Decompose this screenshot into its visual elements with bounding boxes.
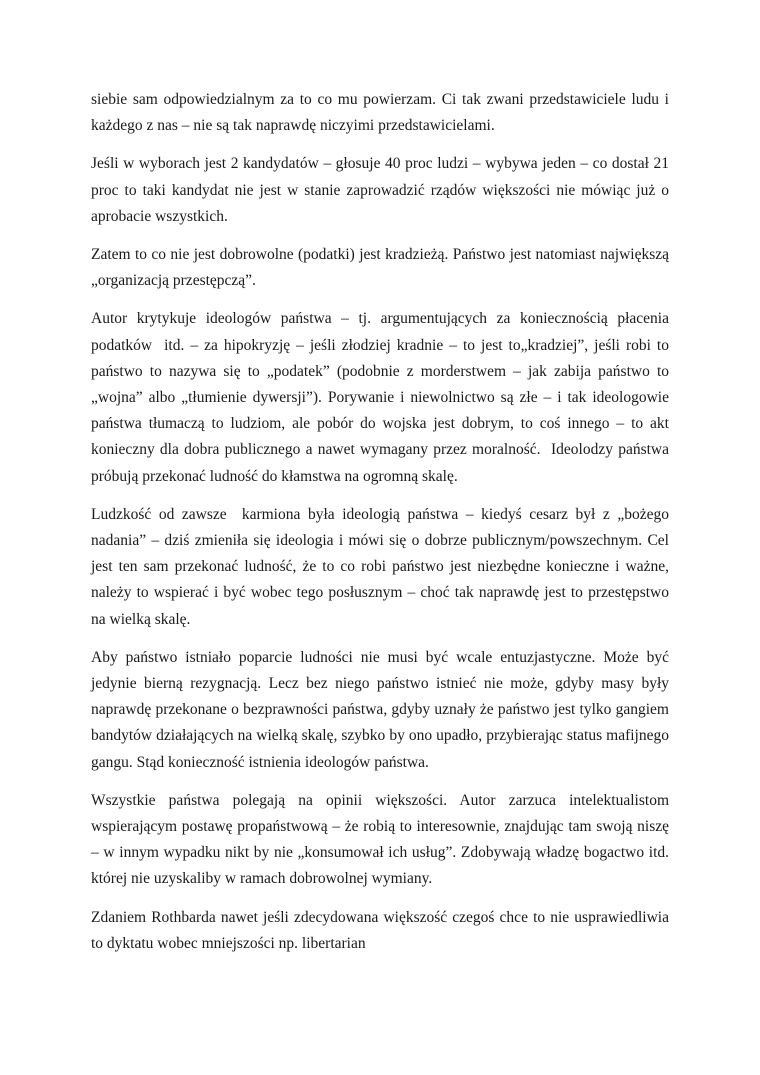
paragraph: Zdaniem Rothbarda nawet jeśli zdecydowana większość czegoś chce to nie usprawiedliwia to dyktatu wobec mniejszości np. libertarian (91, 908, 673, 952)
paragraph: Ludzkość od zawsze karmiona była ideologią państwa – kiedyś cesarz był z „bożego nadania” – dziś zmieniła się ideologia i mówi się o dobrze publicznym/powszechnym. Cel jest ten sam przekonać ludność, że to co robi państwo jest niezbędne konieczne i ważne, należy to wspierać i być wobec tego posłusznym – choć tak naprawdę jest to przestępstwo na wielką skalę. (91, 505, 673, 628)
paragraph: siebie sam odpowiedzialnym za to co mu powierzam. Ci tak zwani przedstawiciele ludu i każdego z nas – nie są tak naprawdę niczyimi przedstawicielami. (91, 91, 673, 135)
paragraph: Autor krytykuje ideologów państwa – tj. argumentujących za koniecznością płacenia podatków itd. – za hipokryzję – jeśli złodziej kradnie – to jest to„kradziej”, jeśli robi to państwo to nazywa się to „podatek” (podobnie z morderstwem – jak zabija państwo to „wojna” albo „tłumienie dywersji”). Porywanie i niewolnictwo są złe – i tak ideologowie państwa tłumaczą to ludziom, ale pobór do wojska jest dobrym, to coś innego – to akt konieczny dla dobra publicznego a nawet wymagany przez moralność. Ideolodzy państwa próbują przekonać ludność do kłamstwa na ogromną skalę. (91, 310, 673, 485)
paragraph: Wszystkie państwa polegają na opinii większości. Autor zarzuca intelektualistom wspierającym postawę propaństwową – że robią to interesownie, znajdując tam swoją niszę – w innym wypadku nikt by nie „konsumował ich usług”. Zdobywają władzę bogactwo itd. której nie uzyskaliby w ramach dobrowolnej wymiany. (91, 791, 673, 888)
document-body (91, 87, 673, 969)
paragraph: Aby państwo istniało poparcie ludności nie musi być wcale entuzjastyczne. Może być jedynie bierną rezygnacją. Lecz bez niego państwo istnieć nie może, gdyby masy były naprawdę przekonane o bezprawności państwa, gdyby uznały że państwo jest tylko gangiem bandytów działających na wielką skalę, szybko by ono upadło, przybierając status mafijnego gangu. Stąd konieczność istnienia ideologów państwa. (91, 648, 673, 771)
paragraph: Zatem to co nie jest dobrowolne (podatki) jest kradzieżą. Państwo jest natomiast największą „organizacją przestępczą”. (91, 246, 673, 290)
paragraph: Jeśli w wyborach jest 2 kandydatów – głosuje 40 proc ludzi – wybywa jeden – co dostał 21 proc to taki kandydat nie jest w stanie zaprowadzić rządów większości nie mówiąc już o aprobacie wszystkich. (91, 155, 673, 225)
